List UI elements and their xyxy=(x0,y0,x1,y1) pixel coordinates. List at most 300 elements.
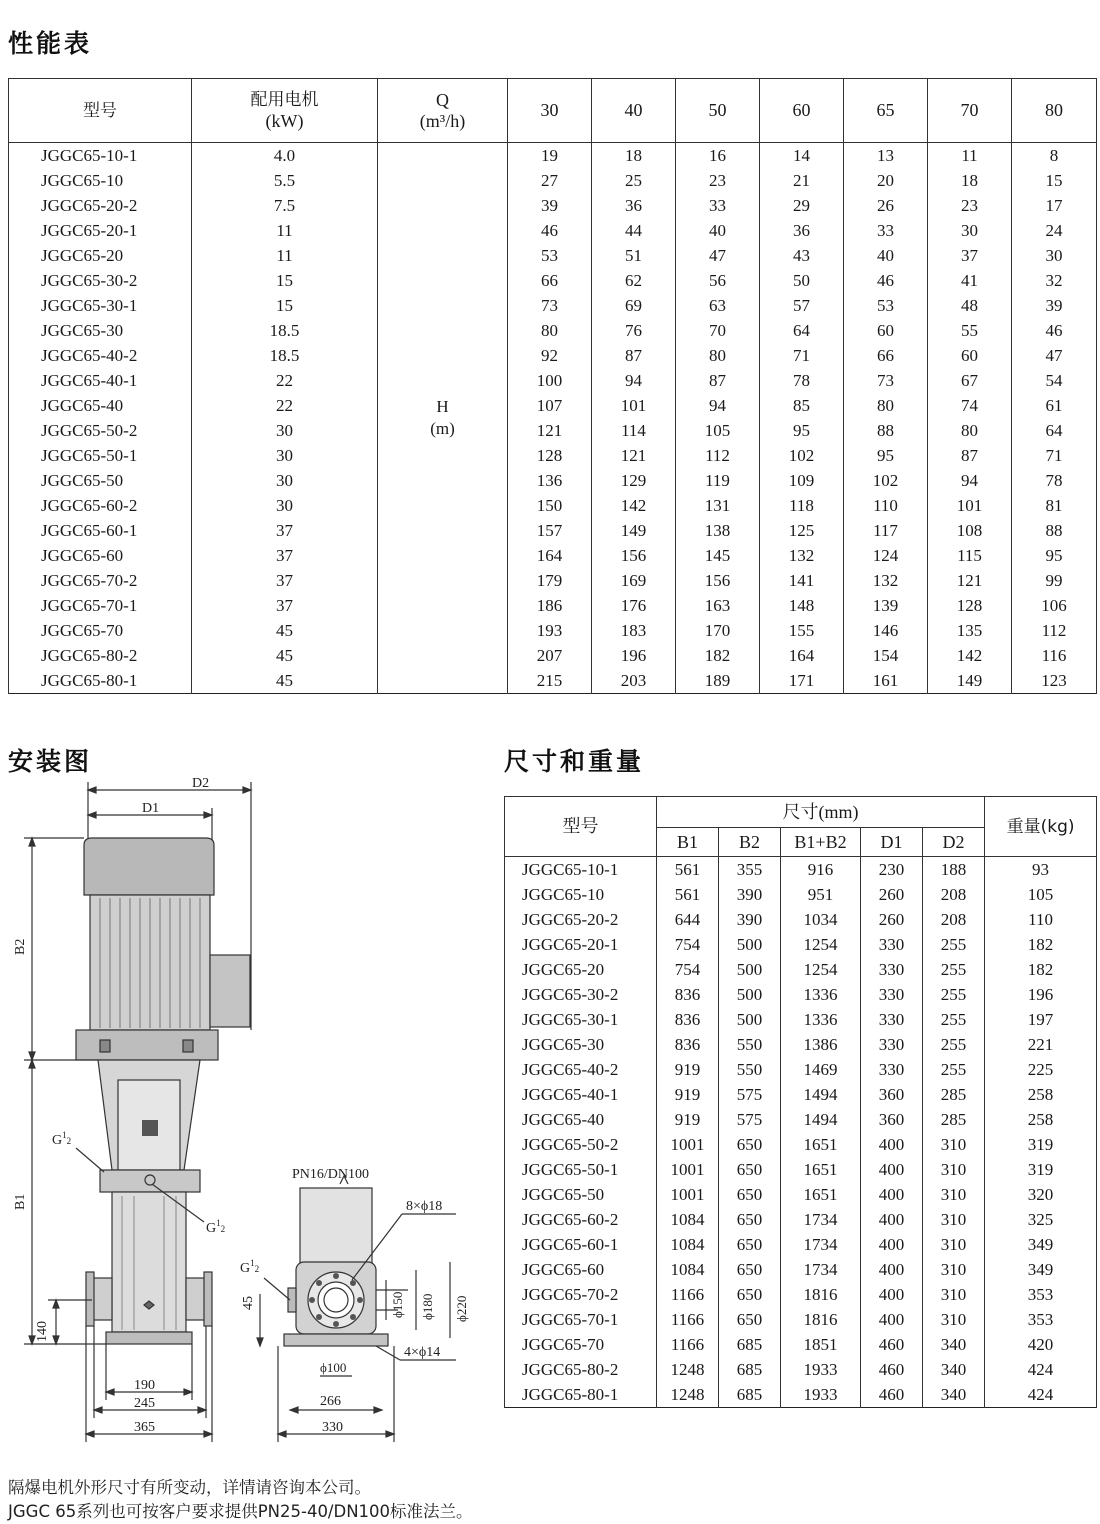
svg-text:G12: $G^1_2$ xyxy=(52,1130,72,1148)
cell-dimension: 1651 xyxy=(781,1157,861,1182)
cell-dimension: 400 xyxy=(861,1232,923,1257)
cell-model: JGGC65-70-1 xyxy=(505,1307,657,1332)
label-8x-phi18: 8×ϕ18 xyxy=(406,1199,443,1214)
cell-head: 118 xyxy=(760,493,844,518)
cell-kw: 37 xyxy=(192,593,378,618)
cell-model: JGGC65-10-1 xyxy=(9,143,192,169)
table-row xyxy=(505,1282,1097,1307)
cell-head: 106 xyxy=(1012,593,1097,618)
cell-dimension: 208 xyxy=(923,882,985,907)
cell-model: JGGC65-80-1 xyxy=(505,1382,657,1408)
cell-head: 121 xyxy=(928,568,1012,593)
cell-head: 87 xyxy=(592,343,676,368)
cell-dimension: 650 xyxy=(719,1257,781,1282)
cell-head: 80 xyxy=(676,343,760,368)
cell-weight: 258 xyxy=(985,1107,1097,1132)
cell-head: 94 xyxy=(928,468,1012,493)
cell-model: JGGC65-40-2 xyxy=(9,343,192,368)
cell-head: 18 xyxy=(592,143,676,169)
cell-head: 123 xyxy=(1012,668,1097,694)
cell-dimension: 1933 xyxy=(781,1382,861,1408)
table-row xyxy=(505,982,1097,1007)
cell-head: 18 xyxy=(928,168,1012,193)
cell-head: 102 xyxy=(760,443,844,468)
cell-weight: 182 xyxy=(985,957,1097,982)
cell-dimension: 1336 xyxy=(781,982,861,1007)
table-row xyxy=(9,193,1097,218)
cell-dimension: 1248 xyxy=(657,1357,719,1382)
cell-dimension: 208 xyxy=(923,907,985,932)
cell-kw: 22 xyxy=(192,393,378,418)
cell-head: 67 xyxy=(928,368,1012,393)
motor-body xyxy=(76,838,250,1060)
table-row xyxy=(9,368,1097,393)
pump-barrel xyxy=(86,1192,212,1344)
cell-head: 141 xyxy=(760,568,844,593)
dims-header-col: B1+B2 xyxy=(781,828,861,857)
cell-dimension: 1933 xyxy=(781,1357,861,1382)
cell-dimension: 836 xyxy=(657,1007,719,1032)
cell-dimension: 310 xyxy=(923,1257,985,1282)
cell-dimension: 390 xyxy=(719,882,781,907)
cell-dimension: 500 xyxy=(719,957,781,982)
table-row xyxy=(505,1007,1097,1032)
cell-head: 46 xyxy=(844,268,928,293)
table-row xyxy=(505,932,1097,957)
cell-weight: 225 xyxy=(985,1057,1097,1082)
cell-model: JGGC65-20-2 xyxy=(505,907,657,932)
table-row xyxy=(505,1157,1097,1182)
cell-dimension: 400 xyxy=(861,1207,923,1232)
callout-g-flange: $G^1_2$ xyxy=(240,1258,260,1276)
cell-head: 24 xyxy=(1012,218,1097,243)
cell-model: JGGC65-10 xyxy=(9,168,192,193)
cell-kw: 37 xyxy=(192,543,378,568)
cell-head: 170 xyxy=(676,618,760,643)
cell-dimension: 500 xyxy=(719,982,781,1007)
cell-weight: 325 xyxy=(985,1207,1097,1232)
cell-model: JGGC65-10-1 xyxy=(505,857,657,883)
cell-weight: 349 xyxy=(985,1257,1097,1282)
cell-head: 20 xyxy=(844,168,928,193)
cell-head: 54 xyxy=(1012,368,1097,393)
cell-dimension: 650 xyxy=(719,1157,781,1182)
table-row xyxy=(505,1307,1097,1332)
table-row xyxy=(505,857,1097,883)
cell-weight: 182 xyxy=(985,932,1097,957)
dims-header-col: D2 xyxy=(923,828,985,857)
cell-dimension: 650 xyxy=(719,1207,781,1232)
cell-head: 164 xyxy=(760,643,844,668)
cell-head: 110 xyxy=(844,493,928,518)
cell-dimension: 1084 xyxy=(657,1232,719,1257)
cell-dimension: 1001 xyxy=(657,1182,719,1207)
cell-head: 66 xyxy=(508,268,592,293)
cell-head: 128 xyxy=(508,443,592,468)
table-row xyxy=(9,243,1097,268)
cell-model: JGGC65-50-1 xyxy=(9,443,192,468)
header-flow: Q (m³/h) xyxy=(378,79,508,143)
cell-dimension: 685 xyxy=(719,1382,781,1408)
cell-head: 39 xyxy=(1012,293,1097,318)
cell-dimension: 1734 xyxy=(781,1232,861,1257)
cell-head: 115 xyxy=(928,543,1012,568)
cell-head: 154 xyxy=(844,643,928,668)
cell-head: 92 xyxy=(508,343,592,368)
cell-model: JGGC65-40-1 xyxy=(9,368,192,393)
cell-dimension: 1816 xyxy=(781,1282,861,1307)
dimension-190 xyxy=(106,1344,192,1400)
cell-model: JGGC65-80-2 xyxy=(9,643,192,668)
cell-dimension: 1336 xyxy=(781,1007,861,1032)
cell-dimension: 188 xyxy=(923,857,985,883)
cell-weight: 197 xyxy=(985,1007,1097,1032)
header-flow-value: 40 xyxy=(592,79,676,143)
cell-kw: 11 xyxy=(192,243,378,268)
cell-dimension: 919 xyxy=(657,1057,719,1082)
cell-dimension: 330 xyxy=(861,982,923,1007)
cell-dimension: 644 xyxy=(657,907,719,932)
cell-head: 121 xyxy=(592,443,676,468)
cell-dimension: 919 xyxy=(657,1082,719,1107)
cell-head: 76 xyxy=(592,318,676,343)
cell-weight: 110 xyxy=(985,907,1097,932)
cell-head: 156 xyxy=(676,568,760,593)
cell-head: 64 xyxy=(760,318,844,343)
cell-dimension: 400 xyxy=(861,1182,923,1207)
cell-head: 21 xyxy=(760,168,844,193)
cell-model: JGGC65-40 xyxy=(505,1107,657,1132)
cell-head: 32 xyxy=(1012,268,1097,293)
table-row xyxy=(505,1057,1097,1082)
cell-head: 156 xyxy=(592,543,676,568)
table-row xyxy=(505,1082,1097,1107)
cell-dimension: 650 xyxy=(719,1182,781,1207)
cell-kw: 45 xyxy=(192,618,378,643)
cell-dimension: 310 xyxy=(923,1182,985,1207)
cell-weight: 319 xyxy=(985,1157,1097,1182)
cell-head: 71 xyxy=(1012,443,1097,468)
cell-dimension: 400 xyxy=(861,1157,923,1182)
dims-header-model: 型号 xyxy=(505,797,657,857)
cell-head: 121 xyxy=(508,418,592,443)
label-190: 190 xyxy=(134,1378,155,1393)
cell-dimension: 650 xyxy=(719,1232,781,1257)
cell-head: 62 xyxy=(592,268,676,293)
dims-header-col: D1 xyxy=(861,828,923,857)
cell-head: 114 xyxy=(592,418,676,443)
cell-head: 189 xyxy=(676,668,760,694)
cell-head: 95 xyxy=(844,443,928,468)
cell-model: JGGC65-40-1 xyxy=(505,1082,657,1107)
cell-head: 19 xyxy=(508,143,592,169)
table-row xyxy=(9,418,1097,443)
cell-head: 78 xyxy=(760,368,844,393)
cell-head: 117 xyxy=(844,518,928,543)
cell-head: 146 xyxy=(844,618,928,643)
cell-head: 17 xyxy=(1012,193,1097,218)
cell-model: JGGC65-40-2 xyxy=(505,1057,657,1082)
table-row xyxy=(9,168,1097,193)
cell-head: 142 xyxy=(928,643,1012,668)
table-row xyxy=(505,1357,1097,1382)
cell-head: 112 xyxy=(676,443,760,468)
cell-head: 163 xyxy=(676,593,760,618)
cell-head: 155 xyxy=(760,618,844,643)
cell-dimension: 836 xyxy=(657,982,719,1007)
cell-head: 112 xyxy=(1012,618,1097,643)
cell-model: JGGC65-50 xyxy=(9,468,192,493)
cell-dimension: 1734 xyxy=(781,1257,861,1282)
cell-dimension: 310 xyxy=(923,1157,985,1182)
cell-head: 66 xyxy=(844,343,928,368)
cell-head: 87 xyxy=(928,443,1012,468)
cell-dimension: 255 xyxy=(923,1007,985,1032)
cell-kw: 30 xyxy=(192,443,378,468)
dimension-140 xyxy=(35,1300,92,1344)
cell-model: JGGC65-60-2 xyxy=(505,1207,657,1232)
cell-dimension: 1851 xyxy=(781,1332,861,1357)
cell-dimension: 260 xyxy=(861,907,923,932)
cell-weight: 320 xyxy=(985,1182,1097,1207)
table-row xyxy=(505,1182,1097,1207)
cell-dimension: 330 xyxy=(861,1057,923,1082)
label-d2: D2 xyxy=(192,776,210,791)
svg-text:G12: $G^1_2$ xyxy=(206,1218,226,1236)
cell-kw: 22 xyxy=(192,368,378,393)
cell-dimension: 310 xyxy=(923,1232,985,1257)
cell-dimension: 330 xyxy=(861,1007,923,1032)
cell-dimension: 575 xyxy=(719,1082,781,1107)
cell-head: 161 xyxy=(844,668,928,694)
cell-dimension: 951 xyxy=(781,882,861,907)
cell-head: 53 xyxy=(508,243,592,268)
cell-head: 215 xyxy=(508,668,592,694)
cell-model: JGGC65-70-1 xyxy=(9,593,192,618)
cell-dimension: 1734 xyxy=(781,1207,861,1232)
cell-head: 183 xyxy=(592,618,676,643)
cell-dimension: 310 xyxy=(923,1282,985,1307)
cell-model: JGGC65-20-1 xyxy=(9,218,192,243)
cell-kw: 4.0 xyxy=(192,143,378,169)
cell-head: 80 xyxy=(928,418,1012,443)
cell-head: 182 xyxy=(676,643,760,668)
cell-head: 138 xyxy=(676,518,760,543)
cell-model: JGGC65-30-2 xyxy=(9,268,192,293)
cell-weight: 319 xyxy=(985,1132,1097,1157)
cell-head: 8 xyxy=(1012,143,1097,169)
cell-head: 124 xyxy=(844,543,928,568)
cell-weight: 221 xyxy=(985,1032,1097,1057)
cell-kw: 7.5 xyxy=(192,193,378,218)
cell-dimension: 1001 xyxy=(657,1132,719,1157)
table-row xyxy=(9,468,1097,493)
cell-dimension: 685 xyxy=(719,1332,781,1357)
cell-kw: 18.5 xyxy=(192,343,378,368)
cell-dimension: 340 xyxy=(923,1357,985,1382)
table-row xyxy=(505,1132,1097,1157)
table-row xyxy=(9,443,1097,468)
performance-header-row xyxy=(9,79,1097,143)
cell-kw: 45 xyxy=(192,643,378,668)
table-row xyxy=(505,907,1097,932)
cell-model: JGGC65-20-1 xyxy=(505,932,657,957)
cell-head: 85 xyxy=(760,393,844,418)
cell-head: 94 xyxy=(592,368,676,393)
cell-dimension: 550 xyxy=(719,1057,781,1082)
cell-head: 70 xyxy=(676,318,760,343)
cell-dimension: 285 xyxy=(923,1082,985,1107)
cell-head: 30 xyxy=(928,218,1012,243)
cell-dimension: 1034 xyxy=(781,907,861,932)
cell-head: 101 xyxy=(592,393,676,418)
cell-head: 63 xyxy=(676,293,760,318)
table-row xyxy=(9,393,1097,418)
cell-dimension: 340 xyxy=(923,1332,985,1357)
cell-head: 33 xyxy=(676,193,760,218)
cell-head: 139 xyxy=(844,593,928,618)
cell-dimension: 255 xyxy=(923,932,985,957)
cell-kw: 11 xyxy=(192,218,378,243)
cell-dimension: 310 xyxy=(923,1307,985,1332)
cell-head: 56 xyxy=(676,268,760,293)
note-explosion-proof: 隔爆电机外形尺寸有所变动，详情请咨询本公司。 xyxy=(8,1478,371,1497)
cell-model: JGGC65-20-2 xyxy=(9,193,192,218)
cell-dimension: 460 xyxy=(861,1332,923,1357)
cell-head: 46 xyxy=(1012,318,1097,343)
cell-model: JGGC65-80-1 xyxy=(9,668,192,694)
cell-dimension: 1001 xyxy=(657,1157,719,1182)
table-row xyxy=(505,957,1097,982)
table-row xyxy=(9,543,1097,568)
cell-head: 149 xyxy=(928,668,1012,694)
cell-dimension: 460 xyxy=(861,1357,923,1382)
cell-head: 60 xyxy=(844,318,928,343)
table-row xyxy=(505,1382,1097,1408)
cell-model: JGGC65-30-1 xyxy=(505,1007,657,1032)
cell-dimension: 330 xyxy=(861,932,923,957)
cell-head: 40 xyxy=(676,218,760,243)
header-flow-value: 50 xyxy=(676,79,760,143)
label-245: 245 xyxy=(134,1396,155,1411)
cell-dimension: 650 xyxy=(719,1132,781,1157)
cell-dimension: 550 xyxy=(719,1032,781,1057)
cell-head: 57 xyxy=(760,293,844,318)
cell-head: 44 xyxy=(592,218,676,243)
cell-head: 55 xyxy=(928,318,1012,343)
label-266: 266 xyxy=(320,1394,341,1409)
table-row xyxy=(505,1207,1097,1232)
header-flow-value: 80 xyxy=(1012,79,1097,143)
cell-head: 14 xyxy=(760,143,844,169)
cell-model: JGGC65-30-2 xyxy=(505,982,657,1007)
cell-weight: 105 xyxy=(985,882,1097,907)
table-row xyxy=(9,593,1097,618)
cell-dimension: 390 xyxy=(719,907,781,932)
cell-head: 145 xyxy=(676,543,760,568)
cell-head: 116 xyxy=(1012,643,1097,668)
cell-head: 46 xyxy=(508,218,592,243)
cell-weight: 196 xyxy=(985,982,1097,1007)
cell-head: 101 xyxy=(928,493,1012,518)
cell-head: 81 xyxy=(1012,493,1097,518)
cell-head: 47 xyxy=(676,243,760,268)
cell-head: 88 xyxy=(844,418,928,443)
cell-head: 69 xyxy=(592,293,676,318)
label-4x-phi14: 4×ϕ14 xyxy=(404,1345,441,1360)
cell-head: 135 xyxy=(928,618,1012,643)
cell-head: 71 xyxy=(760,343,844,368)
cell-head: 109 xyxy=(760,468,844,493)
cell-dimension: 1254 xyxy=(781,957,861,982)
cell-dimension: 400 xyxy=(861,1307,923,1332)
cell-head: 136 xyxy=(508,468,592,493)
cell-weight: 258 xyxy=(985,1082,1097,1107)
cell-dimension: 836 xyxy=(657,1032,719,1057)
cell-dimension: 919 xyxy=(657,1107,719,1132)
cell-head: 16 xyxy=(676,143,760,169)
cell-dimension: 650 xyxy=(719,1282,781,1307)
cell-head: 102 xyxy=(844,468,928,493)
cell-head: 119 xyxy=(676,468,760,493)
cell-dimension: 500 xyxy=(719,1007,781,1032)
cell-model: JGGC65-70 xyxy=(9,618,192,643)
cell-dimension: 285 xyxy=(923,1107,985,1132)
cell-dimension: 1816 xyxy=(781,1307,861,1332)
cell-model: JGGC65-30 xyxy=(9,318,192,343)
cell-head: 132 xyxy=(844,568,928,593)
header-flow-value: 60 xyxy=(760,79,844,143)
cell-model: JGGC65-20 xyxy=(9,243,192,268)
cell-weight: 424 xyxy=(985,1382,1097,1408)
cell-model: JGGC65-60 xyxy=(9,543,192,568)
cell-head: 87 xyxy=(676,368,760,393)
cell-dimension: 1248 xyxy=(657,1382,719,1408)
label-phi220: ϕ220 xyxy=(454,1295,469,1322)
cell-head: 33 xyxy=(844,218,928,243)
cell-dimension: 916 xyxy=(781,857,861,883)
cell-dimension: 685 xyxy=(719,1357,781,1382)
cell-head: 95 xyxy=(760,418,844,443)
cell-weight: 349 xyxy=(985,1232,1097,1257)
cell-kw: 15 xyxy=(192,293,378,318)
cell-head: 78 xyxy=(1012,468,1097,493)
cell-dimension: 330 xyxy=(861,1032,923,1057)
cell-head: 53 xyxy=(844,293,928,318)
cell-head: 27 xyxy=(508,168,592,193)
performance-title: 性能表 xyxy=(8,29,93,58)
cell-dimension: 754 xyxy=(657,932,719,957)
cell-dimension: 340 xyxy=(923,1382,985,1408)
cell-head: 80 xyxy=(508,318,592,343)
cell-model: JGGC65-50-1 xyxy=(505,1157,657,1182)
cell-dimension: 561 xyxy=(657,857,719,883)
cell-head: 171 xyxy=(760,668,844,694)
cell-dimension: 500 xyxy=(719,932,781,957)
installation-drawing xyxy=(0,770,495,1470)
cell-dimension: 330 xyxy=(861,957,923,982)
table-row xyxy=(9,143,1097,169)
cell-kw: 45 xyxy=(192,668,378,694)
cell-head: 23 xyxy=(928,193,1012,218)
cell-head: 179 xyxy=(508,568,592,593)
cell-model: JGGC65-20 xyxy=(505,957,657,982)
cell-head: 61 xyxy=(1012,393,1097,418)
cell-head: 131 xyxy=(676,493,760,518)
cell-head: 99 xyxy=(1012,568,1097,593)
cell-dimension: 1166 xyxy=(657,1282,719,1307)
cell-head: 193 xyxy=(508,618,592,643)
